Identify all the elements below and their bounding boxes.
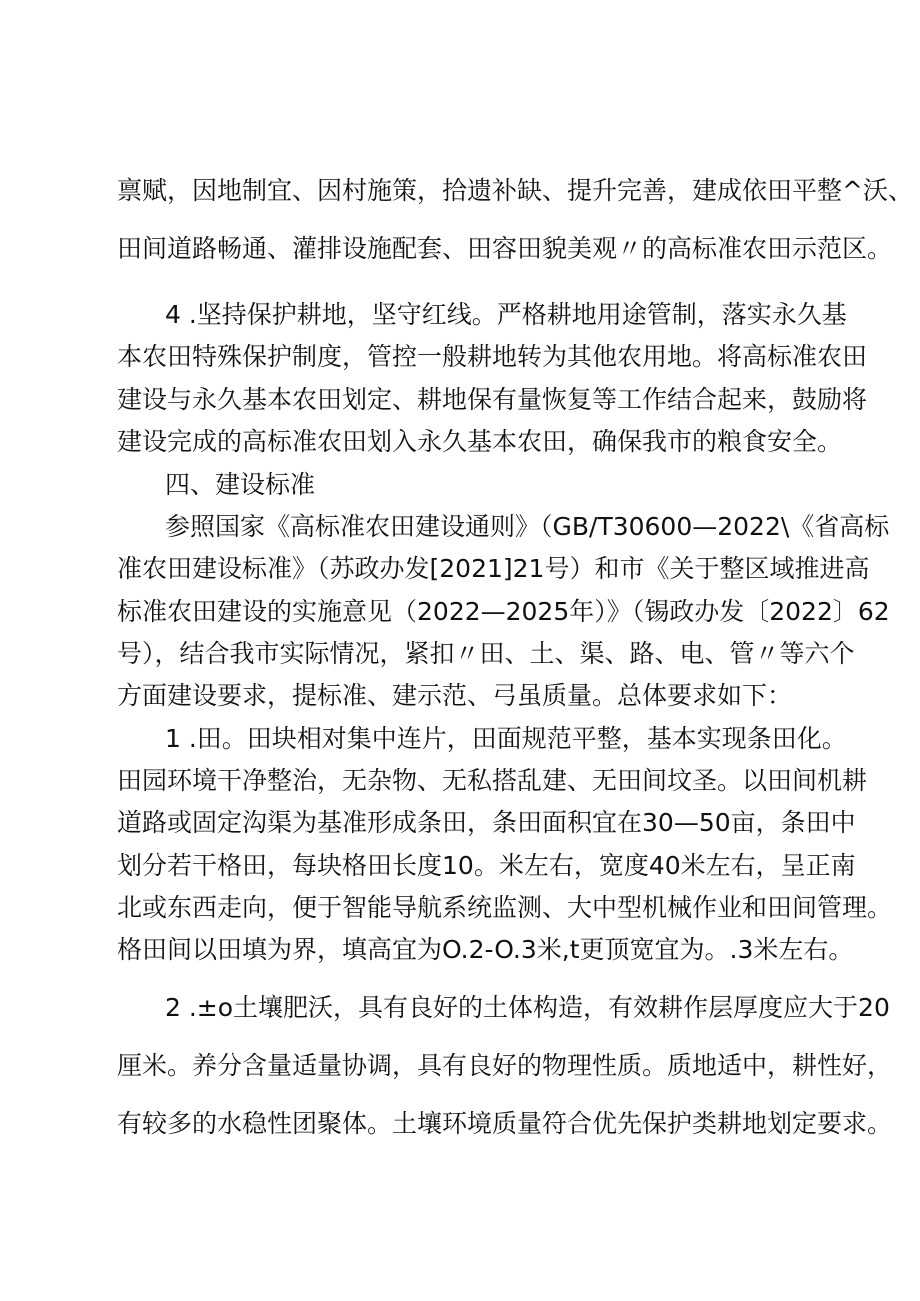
text-line: 1 .田。田块相对集中连片，田面规范平整，基本实现条田化。: [165, 724, 847, 753]
text-line: 北或东西走向，便于智能导航系统监测、大中型机械作业和田间管理。: [117, 893, 893, 922]
text-line: 4 .坚持保护耕地，坚守红线。严格耕地用途管制，落实永久基: [165, 300, 847, 329]
text-line: 参照国家《高标准农田建设通则》（GB/T30600—2022\《省高标: [165, 512, 890, 541]
text-line: 本农田特殊保护制度，管控一般耕地转为其他农用地。将高标准农田: [117, 342, 868, 371]
text-line: 有较多的水稳性团聚体。土壤环境质量符合优先保护类耕地划定要求。: [117, 1109, 893, 1138]
text-line: 田园环境干净整治，无杂物、无私搭乱建、无田间坟圣。以田间机耕: [117, 766, 868, 795]
section-heading: 四、建设标准: [165, 470, 316, 499]
text-line: 2 .±o土壤肥沃，具有良好的土体构造，有效耕作层厚度应大于20: [165, 993, 890, 1022]
text-line: 厘米。养分含量适量协调，具有良好的物理性质。质地适中，耕性好，: [117, 1051, 893, 1080]
text-line: 道路或固定沟渠为基准形成条田，条田面积宜在30—50亩，条田中: [117, 808, 856, 837]
text-line: 建设与永久基本农田划定、耕地保有量恢复等工作结合起来，鼓励将: [117, 385, 868, 414]
text-line: 禀赋，因地制宜、因村施策，拾遗补缺、提升完善，建成依田平整^沃、: [117, 176, 913, 205]
text-line: 格田间以田填为界，填高宜为O.2-O.3米,t更顶宽宜为。.3米左右。: [117, 935, 854, 964]
text-line: 准农田建设标准》（苏政办发[2021]21号）和市《关于整区域推进高: [117, 554, 870, 583]
text-line: 标准农田建设的实施意见（2022—2025年）》（锡政办发〔2022〕62: [117, 597, 890, 626]
text-line: 号），结合我市实际情况，紧扣〃田、土、渠、路、电、管〃等六个: [117, 639, 855, 668]
text-line: 划分若干格田，每块格田长度10。米左右，宽度40米左右，呈正南: [117, 851, 856, 880]
text-line: 方面建设要求，提标准、建示范、弓虽质量。总体要求如下：: [117, 681, 793, 710]
text-line: 田间道路畅通、灌排设施配套、田容田貌美观〃的高标准农田示范区。: [117, 234, 893, 263]
text-line: 建设完成的高标准农田划入永久基本农田，确保我市的粮食安全。: [117, 427, 843, 456]
